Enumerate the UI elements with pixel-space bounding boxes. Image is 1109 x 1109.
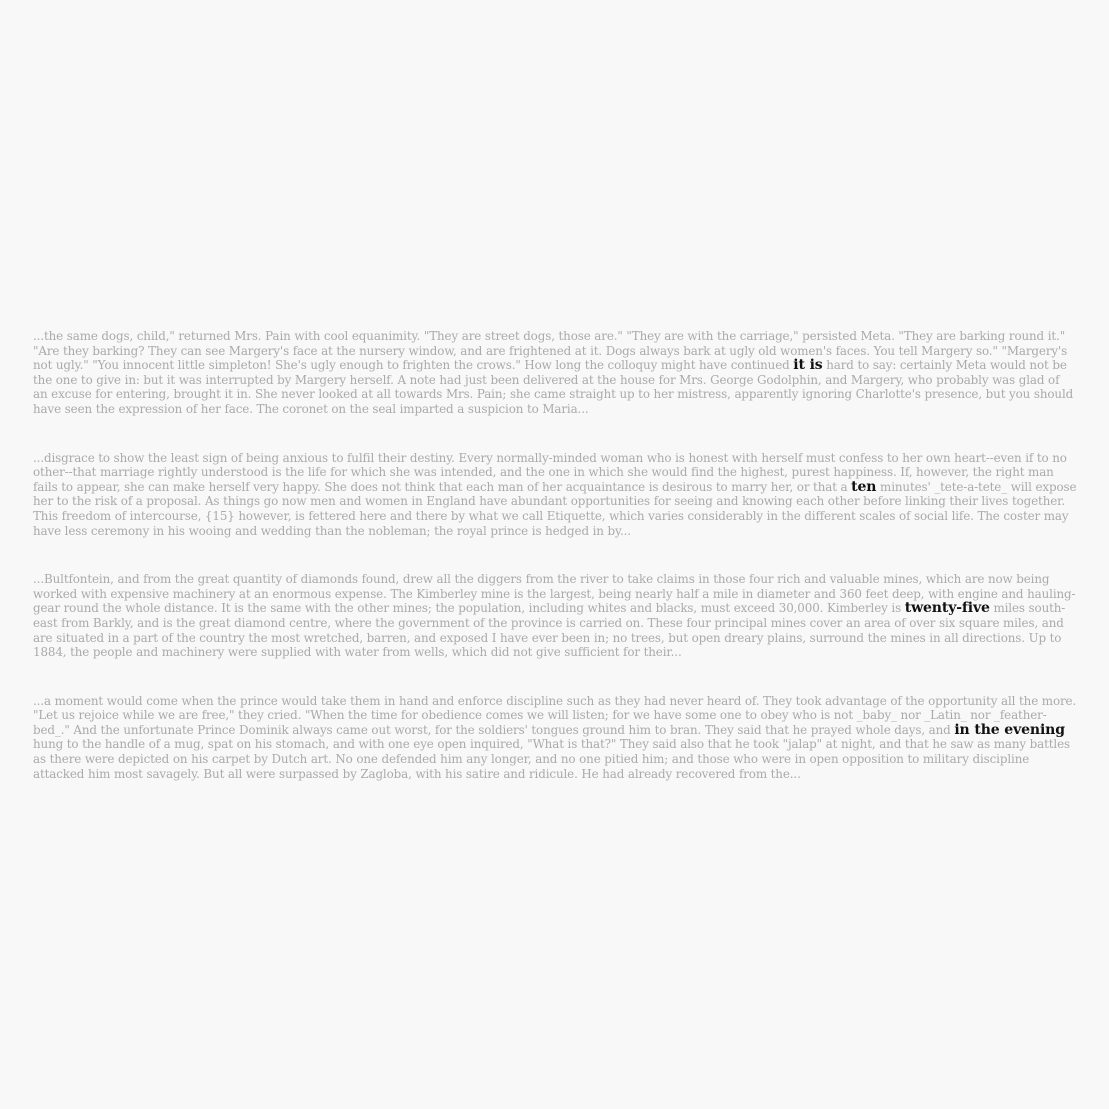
passage-3 xyxy=(33,572,1077,660)
highlighted-phrase: in the evening xyxy=(954,721,1065,738)
passage-2 xyxy=(33,451,1077,539)
passage-text: ...a moment would come when the prince would take them in hand and enforce discipline such as they had never heard of. They took advantage of the opportunity all the more. "Let us rejoice while we are free," they cried. "When the time for obedience comes we will listen; for we have some one to obey who is not _baby_ nor _Latin_ nor _feather-bed_." And the unfortunate Prince Dominik always came out worst, for the soldiers' tongues ground him to bran. They said that he prayed whole days, and xyxy=(33,693,1077,737)
passage-text: ...disgrace to show the least sign of being anxious to fulfil their destiny. Every normally-minded woman who is honest with herself must confess to her own heart--even if to no other--that marriage rightly understood is the life for which she was intended, and the one in which she would find the highest, purest happiness. If, however, the right man fails to appear, she can make herself very happy. She does not think that each man of her acquaintance is desirous to marry her, or that a xyxy=(33,450,1067,494)
passage-text: hard to say: certainly Meta would not be the one to give in: but it was interrupted by Margery herself. A note had just been delivered at the house for Mrs. George Godolphin, and Margery, who probably was glad of an excuse for entering, brought it in. She never looked at all towards Mrs. Pain; she came straight up to her mistress, apparently ignoring Charlotte's presence, but you should have seen the expression of her face. The coronet on the seal imparted a suspicion to Maria... xyxy=(33,358,1074,416)
highlighted-phrase: it is xyxy=(793,357,823,374)
passage-4 xyxy=(33,694,1077,782)
highlighted-phrase: twenty-five xyxy=(904,600,990,617)
document-page xyxy=(33,329,1077,815)
passage-text: minutes' _tete-a-tete_ will expose her to the risk of a proposal. As things go now men and women in England have abundant opportunities for seeing and knowing each other before linking their lives together. This freedom of intercourse, {15} however, is fettered here and there by what we call Etiquette, which varies considerably in the different scales of social life. The coster may have less ceremony in his wooing and wedding than the nobleman; the royal prince is hedged in by... xyxy=(33,479,1077,538)
passage-text: hung to the handle of a mug, spat on his stomach, and with one eye open inquired, "What is that?" They said also that he took "jalap" at night, and that he saw as many battles as there were depicted on his carpet by Dutch art. No one defended him any longer, and no one pitied him; and those who were in open opposition to military discipline attacked him most savagely. But all were surpassed by Zagloba, with his satire and ridicule. He had already recovered from the... xyxy=(33,737,1071,781)
highlighted-phrase: ten xyxy=(851,478,877,495)
passage-text: ...the same dogs, child," returned Mrs. Pain with cool equanimity. "They are street dogs, those are." "They are with the carriage," persisted Meta. "They are barking round it." "Are they barking? They can see Margery's face at the nursery window, and are frightened at it. Dogs always bark at ugly old women's faces. You tell Margery so." "Margery's not ugly." "You innocent little simpleton! She's ugly enough to frighten the crows." How long the colloquy might have continued xyxy=(33,329,1068,373)
passage-text: ...Bultfontein, and from the great quantity of diamonds found, drew all the diggers from the river to take claims in those four rich and valuable mines, which are now being worked with expensive machinery at an enormous expense. The Kimberley mine is the largest, being nearly half a mile in diameter and 360 feet deep, with engine and hauling-gear round the whole distance. It is the same with the other mines; the population, including whites and blacks, must exceed 30,000. Kimberley is xyxy=(33,572,1076,616)
passage-1 xyxy=(33,329,1077,417)
passage-text: miles south-east from Barkly, and is the great diamond centre, where the government of the province is carried on. These four principal mines cover an area of over six square miles, and are situated in a part of the country the most wretched, barren, and exposed I have ever been in; no trees, but open dreary plains, surround the mines in all directions. Up to 1884, the people and machinery were supplied with water from wells, which did not give sufficient for their... xyxy=(33,601,1066,660)
